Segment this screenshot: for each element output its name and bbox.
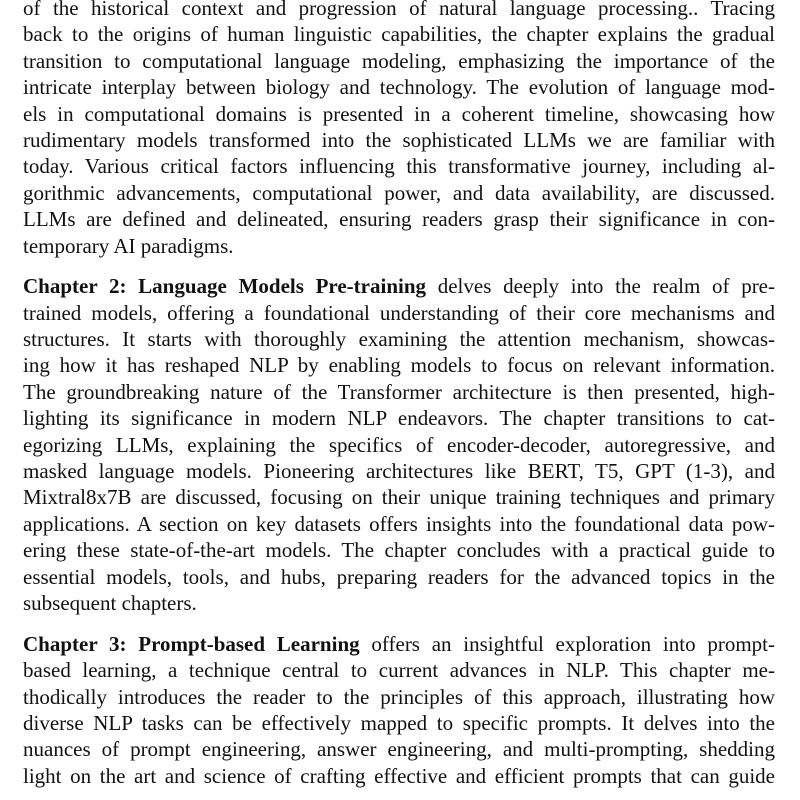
text-line: diverse NLP tasks can be effectively mapped to specific prompts. It delves into the: [23, 710, 775, 735]
text-line: of the historical context and progression of natural language processing.. Tracing: [23, 0, 775, 20]
text-line: lighting its significance in modern NLP endeavors. The chapter transitions to cat-: [23, 406, 775, 431]
text-line: egorizing LLMs, explaining the specifics of encoder-decoder, autoregressive, and: [23, 432, 775, 457]
text-line: temporary AI paradigms.: [23, 233, 234, 258]
text-line: [23, 631, 775, 657]
text-line: ing how it has reshaped NLP by enabling models to focus on relevant information.: [23, 353, 775, 378]
text-line: gorithmic advancements, computational power, and data availability, are discussed.: [23, 180, 775, 205]
chapter-3-heading: Chapter 3: Prompt-based Learning: [23, 631, 360, 656]
text-line: applications. A section on key datasets offers insights into the foundational data pow-: [23, 511, 775, 536]
book-page: [23, 0, 775, 789]
text-line: The groundbreaking nature of the Transformer architecture is then presented, high-: [23, 379, 775, 404]
text-line: Mixtral8x7B are discussed, focusing on their unique training techniques and primary: [23, 485, 775, 510]
text-line: light on the art and science of crafting effective and efficient prompts that can guide: [23, 763, 775, 788]
text-line: thodically introduces the reader to the principles of this approach, illustrating how: [23, 684, 775, 709]
text-line: LLMs are defined and delineated, ensuring readers grasp their significance in con-: [23, 207, 775, 232]
text-line: rudimentary models transformed into the sophisticated LLMs we are familiar with: [23, 127, 775, 152]
text-line: [23, 273, 775, 299]
text-line: back to the origins of human linguistic capabilities, the chapter explains the gradual: [23, 22, 775, 47]
text-line: structures. It starts with thoroughly examining the attention mechanism, showcas-: [23, 327, 775, 352]
text-line: transition to computational language modeling, emphasizing the importance of the: [23, 48, 775, 73]
paragraph-chapter-3: [23, 631, 775, 789]
paragraph-chapter-2: [23, 273, 775, 616]
text-line: trained models, offering a foundational understanding of their core mechanisms and: [23, 300, 775, 325]
text-line: subsequent chapters.: [23, 590, 197, 615]
text-line: ering these state-of-the-art models. The chapter concludes with a practical guide to: [23, 538, 775, 563]
text-line: intricate interplay between biology and technology. The evolution of language mod-: [23, 75, 775, 100]
text-line: based learning, a technique central to current advances in NLP. This chapter me-: [23, 658, 775, 683]
text-run: delves deeply into the realm of pre-: [426, 274, 775, 299]
text-line: today. Various critical factors influencing this transformative journey, including al-: [23, 154, 775, 179]
text-line: essential models, tools, and hubs, preparing readers for the advanced topics in the: [23, 564, 775, 589]
text-line: els in computational domains is presented in a coherent timeline, showcasing how: [23, 101, 775, 126]
text-line: masked language models. Pioneering architectures like BERT, T5, GPT (1-3), and: [23, 459, 775, 484]
paragraph-chapter-1-continued: [23, 0, 775, 259]
chapter-2-heading: Chapter 2: Language Models Pre-training: [23, 274, 427, 299]
text-line: nuances of prompt engineering, answer engineering, and multi-prompting, shedding: [23, 737, 775, 762]
text-run: offers an insightful exploration into prompt-: [359, 631, 775, 656]
